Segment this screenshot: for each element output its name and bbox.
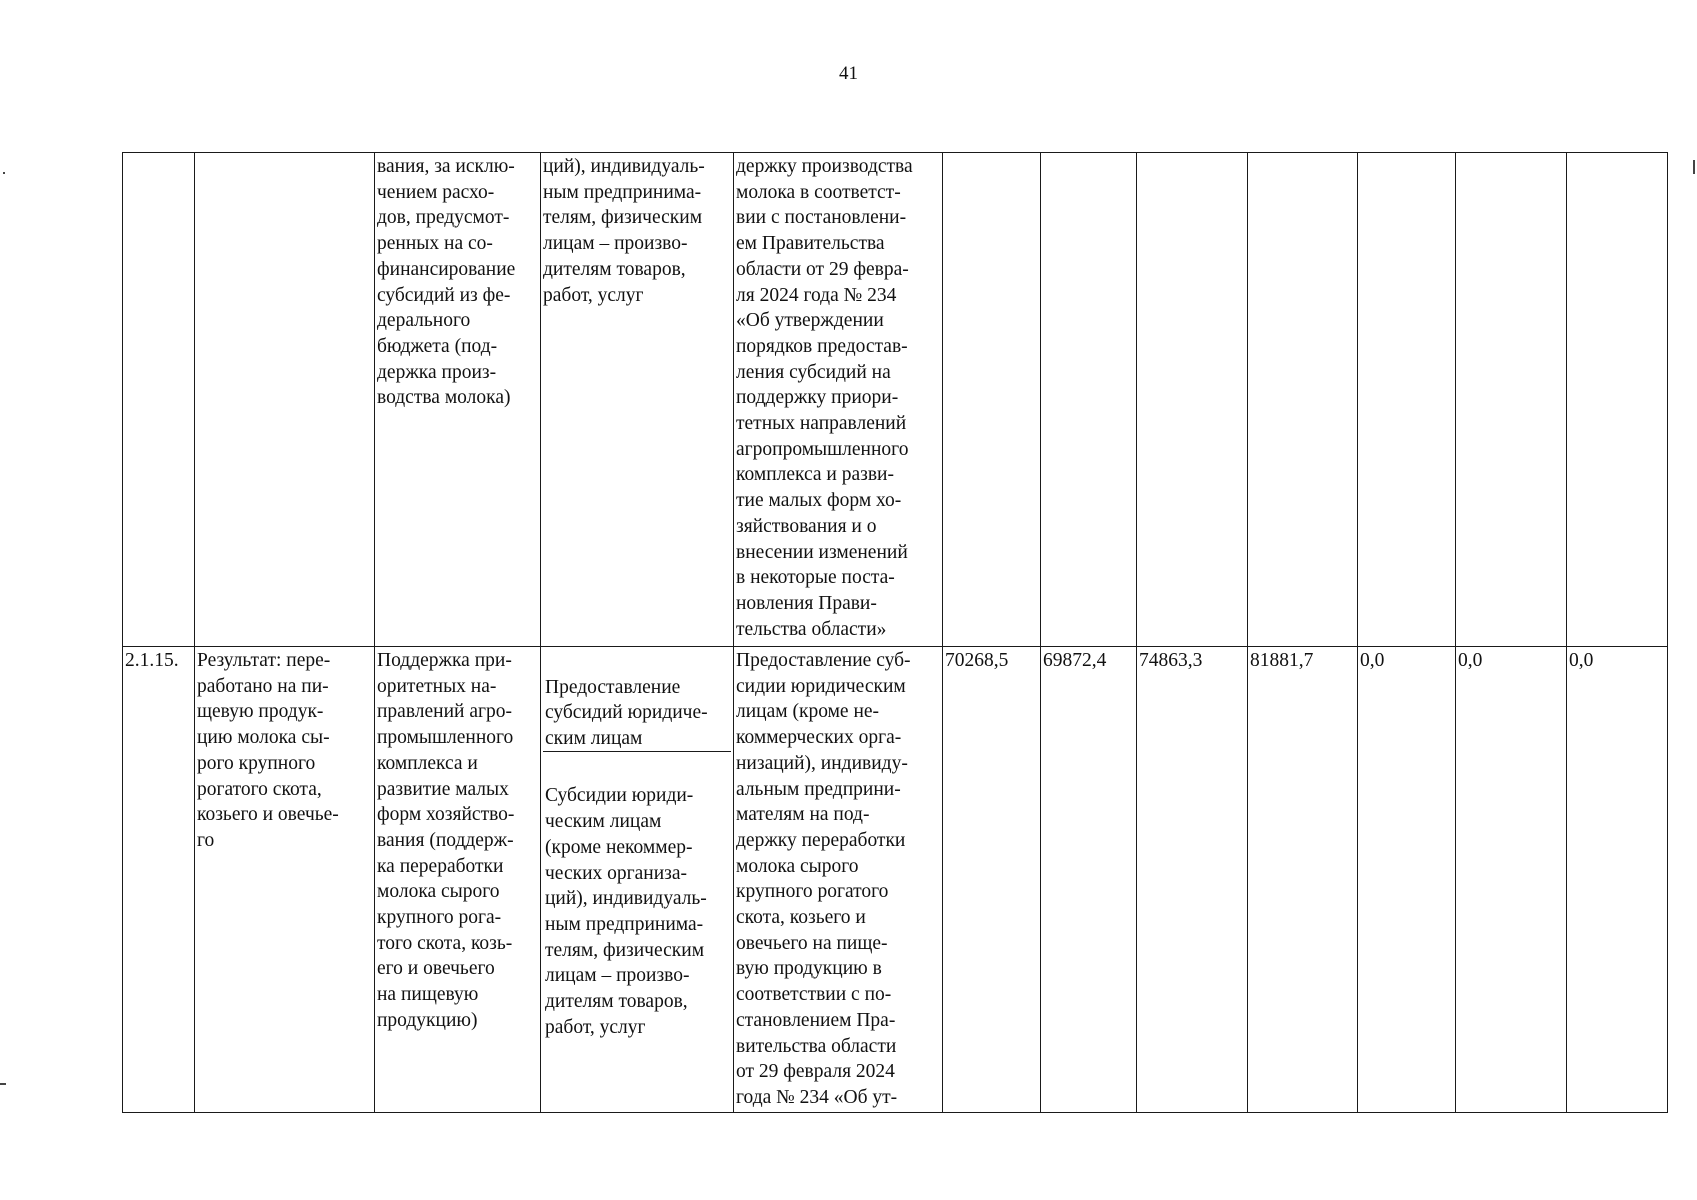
cell-value: 0,0 xyxy=(1567,647,1668,1113)
cell-value-empty xyxy=(1456,153,1567,647)
cell-direction-continued: вания, за исклю- чением расхо- дов, предусмот- ренных на со- финансирование субсидий из фе- дерального бюджета (под- держка произ- водства молока) xyxy=(375,153,541,647)
cell-value-empty xyxy=(1248,153,1358,647)
support-type-bottom: Субсидии юриди- ческим лицам (кроме некоммер- ческих организа- ций), индивидуаль- ным предпринима- телям, физическим лицам – произво- дителям товаров, работ, услуг xyxy=(545,785,707,1038)
budget-table xyxy=(122,152,1668,1113)
margin-mark-right xyxy=(1693,160,1695,174)
cell-description-continued: держку производства молока в соответст- вии с постановлени- ем Правительства области от 29 февра- ля 2024 года № 234 «Об утверждении порядков предостав- ления субсидий на поддержку приори- тетных направлений агропромышленного комплекса и разви- тие малых форм хо- зяйствования и о внесении изменений в некоторые поста- новления Прави- тельства области» xyxy=(734,153,943,647)
cell-result-empty xyxy=(195,153,375,647)
cell-value: 0,0 xyxy=(1358,647,1456,1113)
cell-value-empty xyxy=(943,153,1041,647)
cell-value: 0,0 xyxy=(1456,647,1567,1113)
page-number: 41 xyxy=(839,63,858,84)
cell-value: 70268,5 xyxy=(943,647,1041,1113)
cell-value-empty xyxy=(1567,153,1668,647)
cell-value: 81881,7 xyxy=(1248,647,1358,1113)
cell-value-empty xyxy=(1137,153,1248,647)
cell-description: Предоставление суб- сидии юридическим лицам (кроме не- коммерческих орга- низаций), индивиду- альным предприни- мателям на под- держку переработки молока сырого крупного рогатого скота, козьего и овечьего на пище- вую продукцию в соответствии с по- становлением Пра- вительства области от 29 февраля 2024 года № 234 «Об ут- xyxy=(734,647,943,1113)
cell-direction: Поддержка при- оритетных на- правлений агро- промышленного комплекса и развитие малых форм хозяйство- вания (поддерж- ка переработки молока сырого крупного рога- того скота, козь- его и овечьего на пищевую продукцию) xyxy=(375,647,541,1113)
margin-mark-left xyxy=(0,1083,6,1085)
cell-support-type xyxy=(541,647,734,1113)
cell-number-empty xyxy=(123,153,195,647)
table-row-2-1-15 xyxy=(123,647,1668,1113)
cell-value-empty xyxy=(1358,153,1456,647)
table-row-continued xyxy=(123,153,1668,647)
cell-value: 74863,3 xyxy=(1137,647,1248,1113)
cell-value: 69872,4 xyxy=(1041,647,1137,1113)
cell-result: Результат: пере- работано на пи- щевую продук- цию молока сы- рого крупного рогатого скота, козьего и овечье- го xyxy=(195,647,375,1113)
cell-row-number: 2.1.15. xyxy=(123,647,195,1113)
support-type-top: Предоставление субсидий юридиче- ским лицам xyxy=(543,674,731,752)
margin-mark-left-dot xyxy=(3,172,5,174)
cell-support-type-continued: ций), индивидуаль- ным предпринима- телям, физическим лицам – произво- дителям товаров, работ, услуг xyxy=(541,153,734,647)
cell-value-empty xyxy=(1041,153,1137,647)
